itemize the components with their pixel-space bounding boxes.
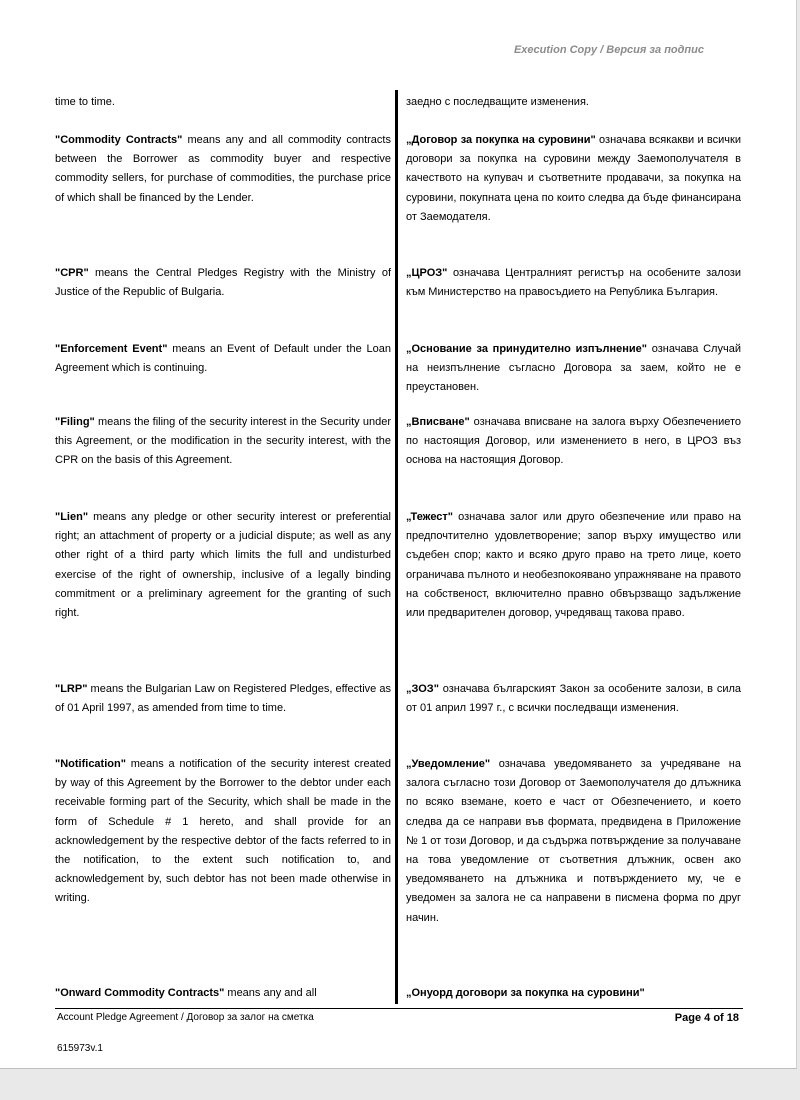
term-en: "Notification" — [55, 758, 126, 770]
definition-bg — [406, 413, 741, 471]
definition-en — [55, 508, 391, 623]
term-en: "Commodity Contracts" — [55, 134, 183, 146]
term-bg: „Договор за покупка на суровини" — [406, 134, 596, 146]
term-bg: „Онуорд договори за покупка на суровини" — [406, 987, 645, 999]
definition-en — [55, 984, 391, 1003]
definition-bg — [406, 93, 741, 112]
definition-en — [55, 340, 391, 378]
term-en: "LRP" — [55, 683, 88, 695]
definition-bg — [406, 680, 741, 718]
definition-bg — [406, 755, 741, 928]
definition-text-bg: означава вписване на залога върху Обезпечението по настоящия Договор, или изменението в него, в ЦРОЗ въз основа на настоящия Договор. — [406, 416, 741, 467]
term-en: "CPR" — [55, 267, 89, 279]
definition-text-en: means the Central Pledges Registry with the Ministry of Justice of the Republic of Bulgaria. — [55, 267, 391, 299]
definition-text-bg: означава Случай на неизпълнение съгласно Договора за заем, който не е преустановен. — [406, 343, 741, 394]
definition-text-en: means any and all commodity contracts between the Borrower as commodity buyer and respective commodity sellers, for purchase of commodities, the purchase price of which shall be financed by the Lender. — [55, 134, 391, 204]
footer-agreement-title: Account Pledge Agreement / Договор за залог на сметка — [57, 1012, 314, 1023]
term-bg: „Тежест" — [406, 511, 454, 523]
footer-rule — [55, 1008, 743, 1009]
definition-en — [55, 131, 391, 208]
definition-en — [55, 413, 391, 471]
definition-bg — [406, 508, 741, 623]
definition-text-en: means the filing of the security interest in the Security under this Agreement, or the modification in the security interest, with the CPR on the basis of this Agreement. — [55, 416, 391, 467]
definition-text-bg: означава всякакви и всички договори за покупка на суровини между Заемополучателя в качеството на купувач и съответните продавачи, за покупка на суровини, покупната цена по които следва да бъде финансирана от Заемодателя. — [406, 134, 741, 223]
term-en: "Filing" — [55, 416, 95, 428]
definition-bg — [406, 131, 741, 227]
document-id: 615973v.1 — [57, 1043, 103, 1054]
column-divider — [395, 90, 398, 1004]
definition-en — [55, 680, 391, 718]
term-bg: „Уведомление" — [406, 758, 491, 770]
execution-copy-label: Execution Copy / Версия за подпис — [513, 44, 704, 56]
definition-text-bg: означава уведомяването за учредяване на залога съгласно този Договор от Заемополучателя до длъжника по всяко вземане, което е част от Обезпечението, и което следва да се направи във формата, предвидена в Приложение № 1 от този Договор, и да съдържа потвърждение за получаване на това уведомление от съответния длъжник, освен ако уведомяването на длъжника и потвърждението му, че е уведомен за залога не са направени в писмена форма по друг начин. — [406, 758, 741, 924]
term-bg: „ЦРОЗ" — [406, 267, 448, 279]
definition-text-en: means any and all — [224, 987, 317, 999]
term-bg: „Вписване" — [406, 416, 470, 428]
definition-en — [55, 755, 391, 909]
term-bg: „ЗОЗ" — [406, 683, 439, 695]
page-number: Page 4 of 18 — [674, 1012, 739, 1024]
term-bg: „Основание за принудително изпълнение" — [406, 343, 647, 355]
definition-text-en: means a notification of the security interest created by way of this Agreement by the Borrower to the debtor under each receivable forming part of the Security, which shall be made in the form of Schedule # 1 hereto, and shall provide for an acknowledgement by the respective debtor of the facts referred to in the notification, to the extent such notification to, and acknowledgement by, such debtor has not been made otherwise in writing. — [55, 758, 391, 905]
definition-en — [55, 93, 391, 112]
definition-text-en: means an Event of Default under the Loan Agreement which is continuing. — [55, 343, 391, 375]
term-en: "Lien" — [55, 511, 89, 523]
definition-text-bg: означава Централният регистър на особените залози към Министерство на правосъдието на Република България. — [406, 267, 741, 299]
definition-bg — [406, 264, 741, 302]
definition-en — [55, 264, 391, 302]
definition-text-en: means any pledge or other security interest or preferential right; an attachment of property or a judicial dispute; as well as any other right of a third party which limits the full and undisturbed exercise of the right of ownership, inclusive of a legally binding commitment or a preliminary agreement for the granting of such right. — [55, 511, 391, 620]
definition-text-en: time to time. — [55, 96, 115, 108]
definition-text-en: means the Bulgarian Law on Registered Pledges, effective as of 01 April 1997, as amended from time to time. — [55, 683, 391, 715]
term-en: "Onward Commodity Contracts" — [55, 987, 225, 999]
definition-text-bg: означава българският Закон за особените залози, в сила от 01 април 1997 г., с всички последващи изменения. — [406, 683, 741, 715]
term-en: "Enforcement Event" — [55, 343, 168, 355]
definition-bg — [406, 984, 741, 1003]
definition-text-bg: означава залог или друго обезпечение или право на предпочтително удовлетворение; запор върху имущество или съдебен спор; както и всяко друго право на трето лице, което ограничава пълното и необезпокоявано упражняване на правото на собственост, включително правно обвързващо задължение или предварителен договор, учредяващ такова право. — [406, 511, 741, 620]
definition-bg — [406, 340, 741, 398]
definition-text-bg: заедно с последващите изменения. — [406, 96, 589, 108]
